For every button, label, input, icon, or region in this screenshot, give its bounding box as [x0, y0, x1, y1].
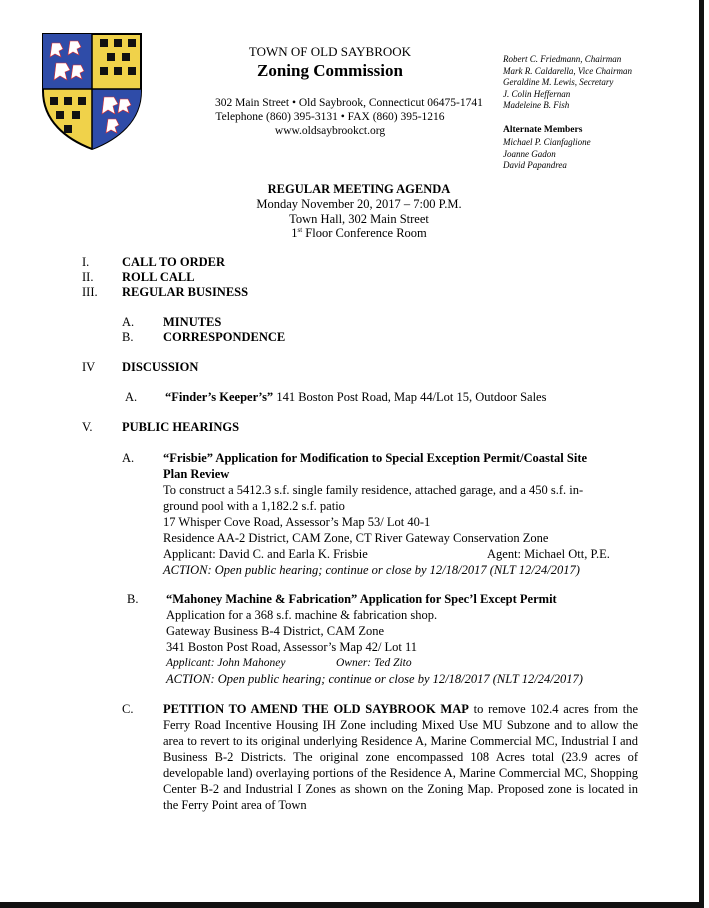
- member-vice-chairman: Mark R. Caldarella, Vice Chairman: [503, 65, 632, 76]
- section-numeral: III.: [82, 285, 98, 299]
- hearing-b-applicant: Applicant: John Mahoney Owner: Ted Zito: [166, 657, 412, 669]
- subitem-letter: C.: [122, 702, 134, 716]
- section-roll-call: ROLL CALL: [122, 270, 195, 284]
- hearing-a-applicant: Applicant: David C. and Earla K. Frisbie Agent: Michael Ott, P.E.: [163, 547, 610, 561]
- members-list: [503, 54, 632, 112]
- member: J. Colin Heffernan: [503, 88, 571, 99]
- member-secretary: Geraldine M. Lewis, Secretary: [503, 77, 614, 87]
- hearing-b: “Mahoney Machine & Fabrication” Application for Spec’l Except Permit Application for a 368 s.f. machine & fabrication shop. Gateway Business B-4 District, CAM Zone 341 Boston Post Road, Assessor’s Map 42/ Lot 11 Applicant: John Mahoney Owner: Ted Zito ACTION: Open public hearing; continue or close by 12/18/2017 (NLT 12/24/2017): [166, 592, 583, 686]
- hearing-a-action: ACTION: Open public hearing; continue or close by 12/18/2017 (NLT 12/24/2017): [163, 563, 580, 577]
- meeting-room: 1st Floor Conference Room: [291, 226, 427, 241]
- hearing-b-title: “Mahoney Machine & Fabrication” Application for Spec’l Except Permit: [166, 592, 557, 606]
- member: Madeleine B. Fish: [503, 100, 570, 110]
- section-call-to-order: CALL TO ORDER: [122, 255, 226, 269]
- meeting-location: Town Hall, 302 Main Street: [289, 212, 429, 226]
- section-discussion: DISCUSSION: [122, 360, 199, 374]
- discussion-item: “Finder’s Keeper’s” 141 Boston Post Road, Map 44/Lot 15, Outdoor Sales: [165, 390, 547, 404]
- hearing-c-text: PETITION TO AMEND THE OLD SAYBROOK MAP to remove 102.4 acres from the Ferry Road Incentive Housing IH Zone including Mixed Use MU Subzone and to allow the area to revert to its original underlying Residence A, Marine Commercial MC, Industrial I and Business B-2 Districts. The original zone encompassed 108 Acres total (23.9 acres of developable land) overlaying portions of the Residence A, Marine Commercial MC, Shopping Center B-2 and Industrial I Zones as shown on the Zoning Map. Proposed zone is located in the Ferry Point area of Town: [163, 702, 638, 812]
- address-line: 302 Main Street • Old Saybrook, Connecticut 06475-1741: [215, 97, 483, 109]
- section-numeral: V.: [82, 420, 93, 434]
- section-numeral: I.: [82, 255, 90, 269]
- hearing-a: “Frisbie” Application for Modification to Special Exception Permit/Coastal Site Plan Review To construct a 5412.3 s.f. single family residence, attached garage, and a 450 s.f. in- ground pool with a 1,182.2 s.f. patio 17 Whisper Cove Road, Assessor’s Map 53/ Lot 40-1 Residence AA-2 District, CAM Zone, CT River Gateway Conservation Zone Applicant: David C. and Earla K. Frisbie Agent: Michael Ott, P.E. ACTION: Open public hearing; continue or close by 12/18/2017 (NLT 12/24/2017): [163, 451, 610, 577]
- subitem-letter: B.: [122, 330, 134, 344]
- hearing-a-title: “Frisbie” Application for Modification to Special Exception Permit/Coastal Site: [163, 451, 588, 465]
- subitem-letter: A.: [122, 315, 135, 329]
- section-numeral: II.: [82, 270, 94, 284]
- town-crest-icon: [42, 33, 142, 150]
- section-public-hearings: PUBLIC HEARINGS: [122, 420, 240, 434]
- alternate-members-list: [503, 137, 591, 172]
- meeting-date: Monday November 20, 2017 – 7:00 P.M.: [256, 197, 462, 211]
- subitem-letter: A.: [122, 451, 135, 465]
- subitem-minutes: MINUTES: [163, 315, 222, 329]
- hearing-b-action: ACTION: Open public hearing; continue or close by 12/18/2017 (NLT 12/24/2017): [166, 672, 583, 686]
- section-numeral: IV: [82, 360, 96, 374]
- member-chairman: Robert C. Friedmann, Chairman: [503, 54, 622, 64]
- alternate-member: David Papandrea: [503, 160, 567, 170]
- alternate-member: Michael P. Cianfaglione: [503, 137, 591, 147]
- commission-name: Zoning Commission: [257, 61, 403, 80]
- subitem-letter: A.: [125, 390, 138, 404]
- alternate-members-heading: Alternate Members: [503, 125, 583, 135]
- phone-line: Telephone (860) 395-3131 • FAX (860) 395-1216: [215, 111, 445, 123]
- subitem-letter: B.: [127, 592, 139, 606]
- agenda-title: REGULAR MEETING AGENDA: [267, 182, 451, 196]
- section-regular-business: REGULAR BUSINESS: [122, 285, 249, 299]
- website-line: www.oldsaybrookct.org: [274, 125, 386, 137]
- town-name: TOWN OF OLD SAYBROOK: [248, 44, 412, 59]
- subitem-correspondence: CORRESPONDENCE: [163, 330, 286, 344]
- alternate-member: Joanne Gadon: [503, 148, 556, 159]
